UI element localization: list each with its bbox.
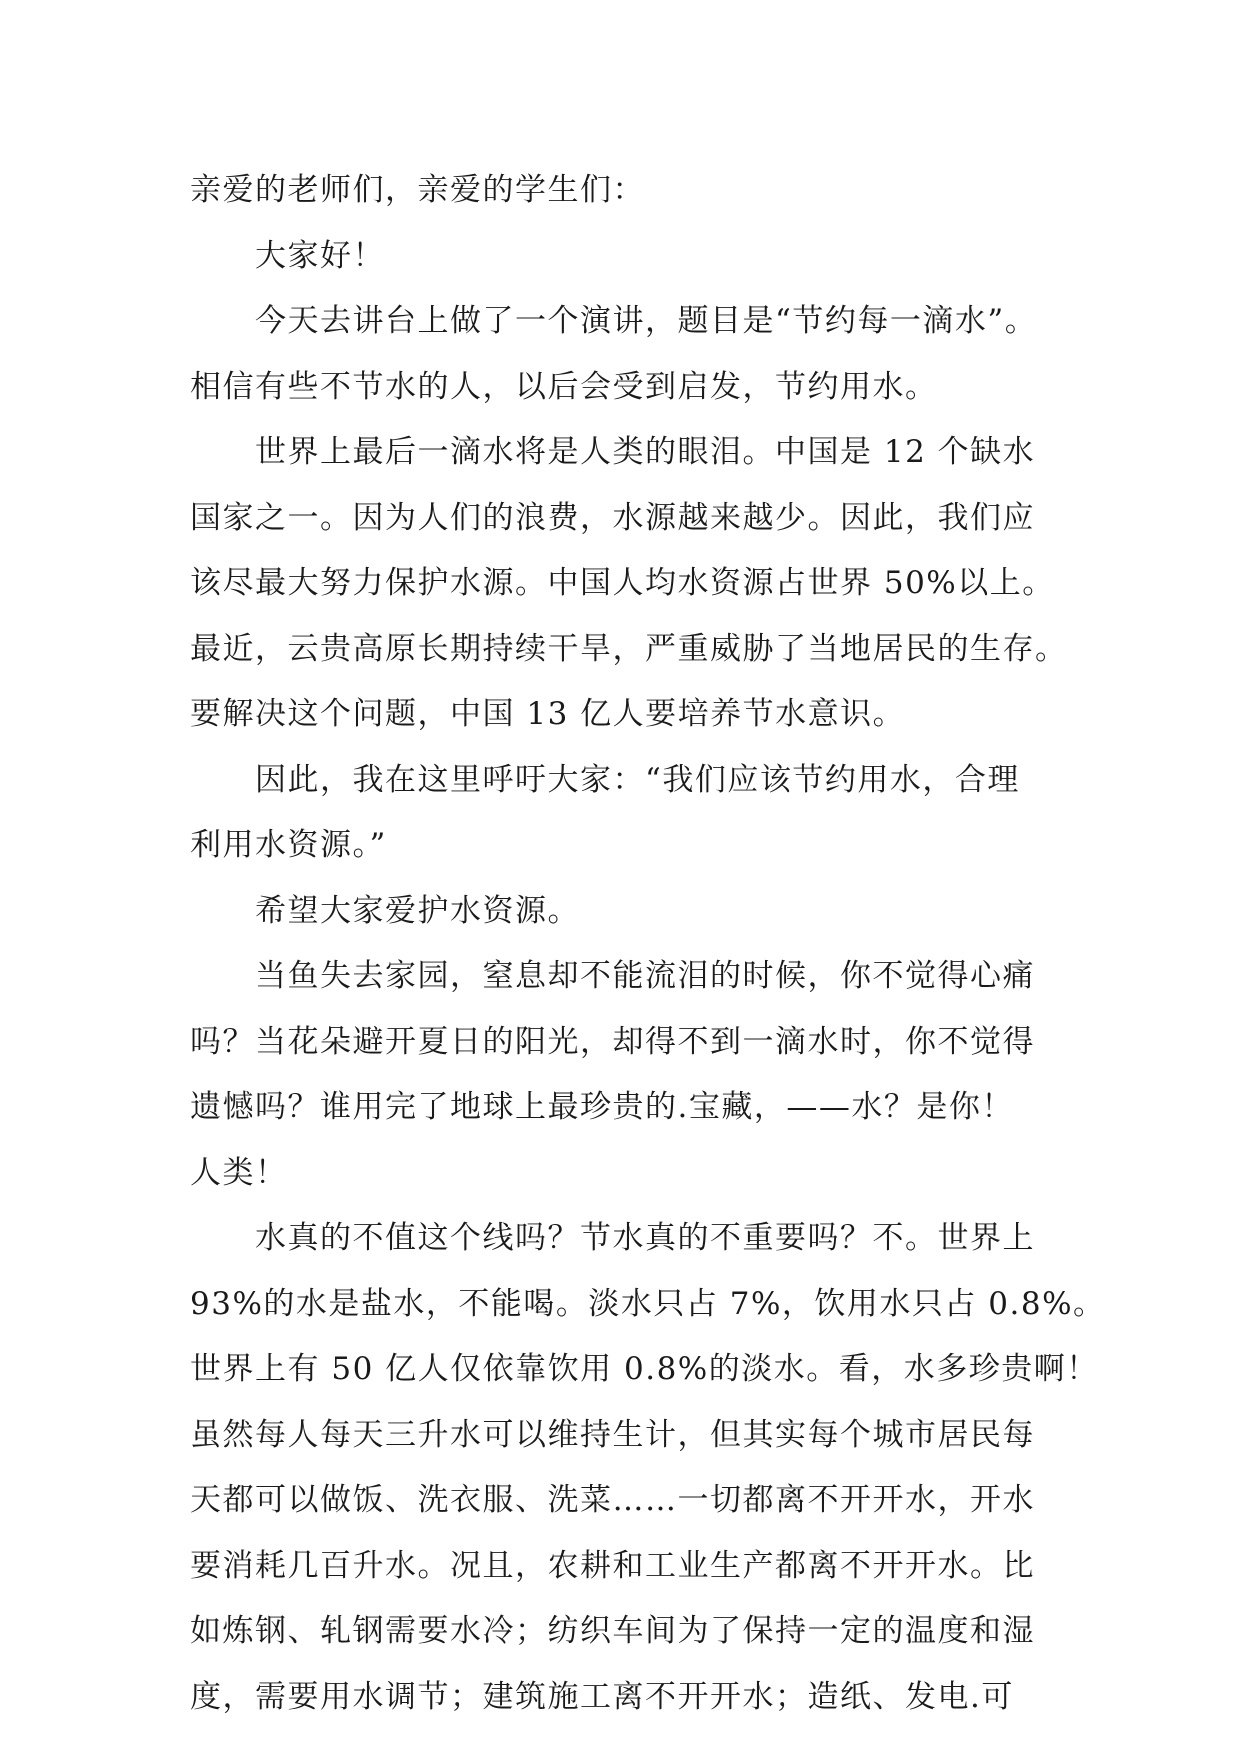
text-line: 人类！ — [190, 1154, 288, 1191]
text-line: 如炼钢、轧钢需要水冷；纺织车间为了保持一定的温度和湿 — [190, 1613, 1035, 1649]
text-line: 希望大家爱护水资源。 — [255, 892, 580, 929]
text-line: 93%的水是盐水，不能喝。淡水只占 7%，饮用水只占 0.8%。 — [190, 1285, 1106, 1322]
document-body — [190, 158, 1106, 1730]
text-line: 世界上最后一滴水将是人类的眼泪。中国是 12 个缺水 — [255, 434, 1036, 470]
text-line: 天都可以做饭、洗衣服、洗菜……一切都离不开开水，开水 — [190, 1482, 1035, 1518]
text-line: 最近，云贵高原长期持续干旱，严重威胁了当地居民的生存。 — [190, 630, 1068, 667]
text-line: 水真的不值这个线吗？节水真的不重要吗？不。世界上 — [255, 1220, 1035, 1256]
text-line: 要解决这个问题，中国 13 亿人要培养节水意识。 — [190, 696, 906, 732]
text-line: 虽然每人每天三升水可以维持生计，但其实每个城市居民每 — [190, 1416, 1035, 1453]
text-line: 亲爱的老师们，亲爱的学生们： — [190, 172, 645, 208]
text-line: 相信有些不节水的人，以后会受到启发，节约用水。 — [190, 368, 938, 405]
text-line: 大家好！ — [255, 237, 385, 274]
text-line: 因此，我在这里呼吁大家：“我们应该节约用水，合理 — [255, 761, 1020, 798]
text-line: 利用水资源。” — [190, 827, 387, 863]
text-line: 度，需要用水调节；建筑施工离不开开水；造纸、发电.可 — [190, 1678, 1014, 1715]
text-line: 今天去讲台上做了一个演讲，题目是“节约每一滴水”。 — [255, 303, 1038, 339]
text-line: 该尽最大努力保护水源。中国人均水资源占世界 50%以上。 — [190, 565, 1055, 601]
text-line: 遗憾吗？谁用完了地球上最珍贵的.宝藏，——水？是你！ — [190, 1089, 1014, 1125]
text-line: 要消耗几百升水。况且，农耕和工业生产都离不开开水。比 — [190, 1547, 1035, 1584]
text-line: 吗？当花朵避开夏日的阳光，却得不到一滴水时，你不觉得 — [190, 1023, 1035, 1060]
text-line: 国家之一。因为人们的浪费，水源越来越少。因此，我们应 — [190, 499, 1035, 536]
text-line: 当鱼失去家园，窒息却不能流泪的时候，你不觉得心痛 — [255, 958, 1035, 994]
text-line: 世界上有 50 亿人仅依靠饮用 0.8%的淡水。看，水多珍贵啊！ — [190, 1351, 1099, 1387]
